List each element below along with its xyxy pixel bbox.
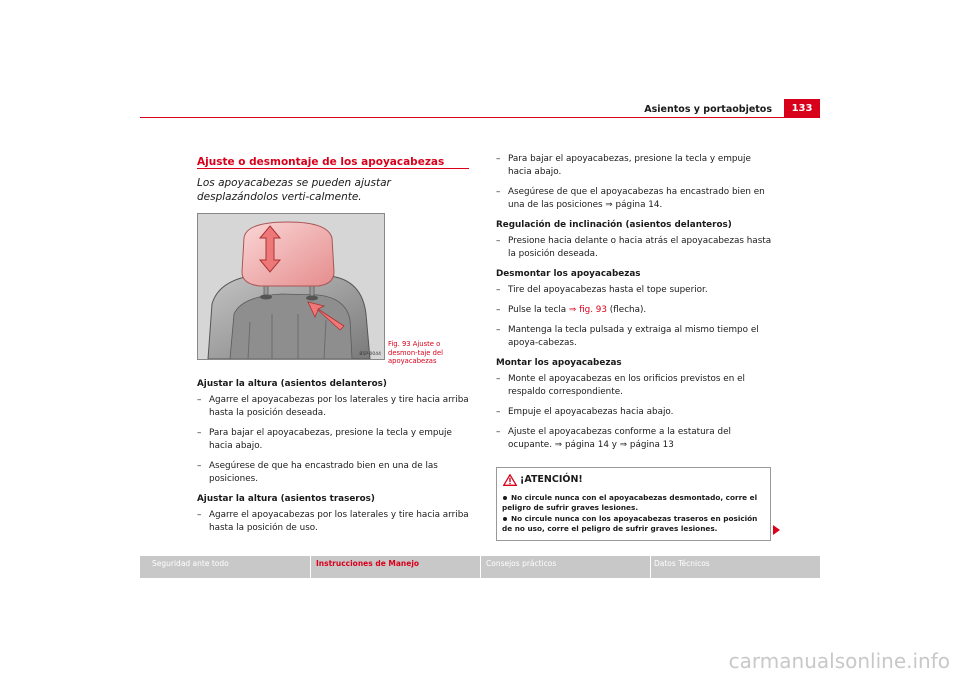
headrest-figure (197, 213, 385, 360)
list-item: – Mantenga la tecla pulsada y extraiga al mismo tiempo el apoya-cabezas. (496, 324, 772, 350)
bullet-icon (503, 517, 507, 521)
headrest-illustration (198, 214, 384, 359)
warning-triangle-icon (503, 474, 517, 486)
bullet-icon (503, 496, 507, 500)
footer-tab-instructions[interactable]: Instrucciones de Manejo (316, 559, 420, 568)
heading-front-height: Ajustar la altura (asientos delanteros) (197, 379, 387, 389)
figure-link[interactable]: ⇒ fig. 93 (568, 305, 608, 315)
page-number: 133 (784, 99, 820, 118)
section-title: Ajuste o desmontaje de los apoyacabezas (197, 156, 445, 168)
footer-nav (140, 556, 820, 578)
heading-install: Montar los apoyacabezas (496, 358, 622, 368)
list-item: – Para bajar el apoyacabezas, presione la tecla y empuje hacia abajo. (197, 427, 473, 453)
list-item: – Para bajar el apoyacabezas, presione la tecla y empuje hacia abajo. (496, 153, 772, 179)
list-item: – Agarre el apoyacabezas por los laterales y tire hacia arriba hasta la posición deseada. (197, 394, 473, 420)
footer-divider (310, 556, 311, 578)
footer-tab-technical[interactable]: Datos Técnicos (654, 559, 710, 568)
figure-caption: Fig. 93 Ajuste o desmon-taje del apoyacabezas (388, 340, 444, 365)
list-item: – Presione hacia delante o hacia atrás el apoyacabezas hasta la posición deseada. (496, 235, 772, 261)
warning-item-text: No circule nunca con los apoyacabezas traseros en posición de no uso, corre el peligro de sufrir graves lesiones. (502, 514, 758, 533)
watermark: carmanualsonline.info (728, 649, 950, 673)
list-item: – Monte el apoyacabezas en los orificios previstos en el respaldo correspondiente. (496, 373, 772, 399)
warning-item-text: No circule nunca con el apoyacabezas desmontado, corre el peligro de sufrir graves lesiones. (502, 493, 758, 512)
warning-item (502, 514, 765, 534)
section-lead: Los apoyacabezas se pueden ajustar desplazándolos verti-calmente. (197, 177, 391, 203)
list-item-text: Pulse la tecla (508, 305, 569, 315)
figure-code: B5P-0044 (359, 352, 381, 357)
heading-inclination: Regulación de inclinación (asientos delanteros) (496, 220, 732, 230)
left-column (197, 378, 473, 542)
warning-list (502, 493, 765, 535)
list-item: – Agarre el apoyacabezas por los laterales y tire hacia arriba hasta la posición de uso. (197, 509, 473, 535)
list-item: – Asegúrese de que el apoyacabezas ha encastrado bien en una de las posiciones ⇒ página 14. (496, 186, 772, 212)
heading-rear-height: Ajustar la altura (asientos traseros) (197, 494, 375, 504)
list-item-text: (flecha). (607, 305, 647, 315)
footer-divider (480, 556, 481, 578)
footer-divider (650, 556, 651, 578)
continue-arrow-icon (773, 525, 780, 535)
header-rule (140, 117, 820, 118)
section-title-rule (197, 168, 469, 169)
list-item (496, 304, 772, 317)
warning-box (496, 467, 771, 541)
warning-item (502, 493, 765, 513)
list-item: – Ajuste el apoyacabezas conforme a la estatura del ocupante. ⇒ página 14 y ⇒ página 13 (496, 426, 772, 452)
list-item: – Empuje el apoyacabezas hacia abajo. (496, 406, 772, 419)
list-item: – Asegúrese de que ha encastrado bien en una de las posiciones. (197, 460, 473, 486)
list-item: – Tire del apoyacabezas hasta el tope superior. (496, 284, 772, 297)
footer-tab-tips[interactable]: Consejos prácticos (486, 559, 557, 568)
heading-remove: Desmontar los apoyacabezas (496, 269, 641, 279)
footer-tab-safety[interactable]: Seguridad ante todo (152, 559, 229, 568)
warning-title: ¡ATENCIÓN! (520, 474, 583, 485)
running-header-title: Asientos y portaobjetos (644, 104, 772, 115)
right-column (496, 153, 772, 459)
